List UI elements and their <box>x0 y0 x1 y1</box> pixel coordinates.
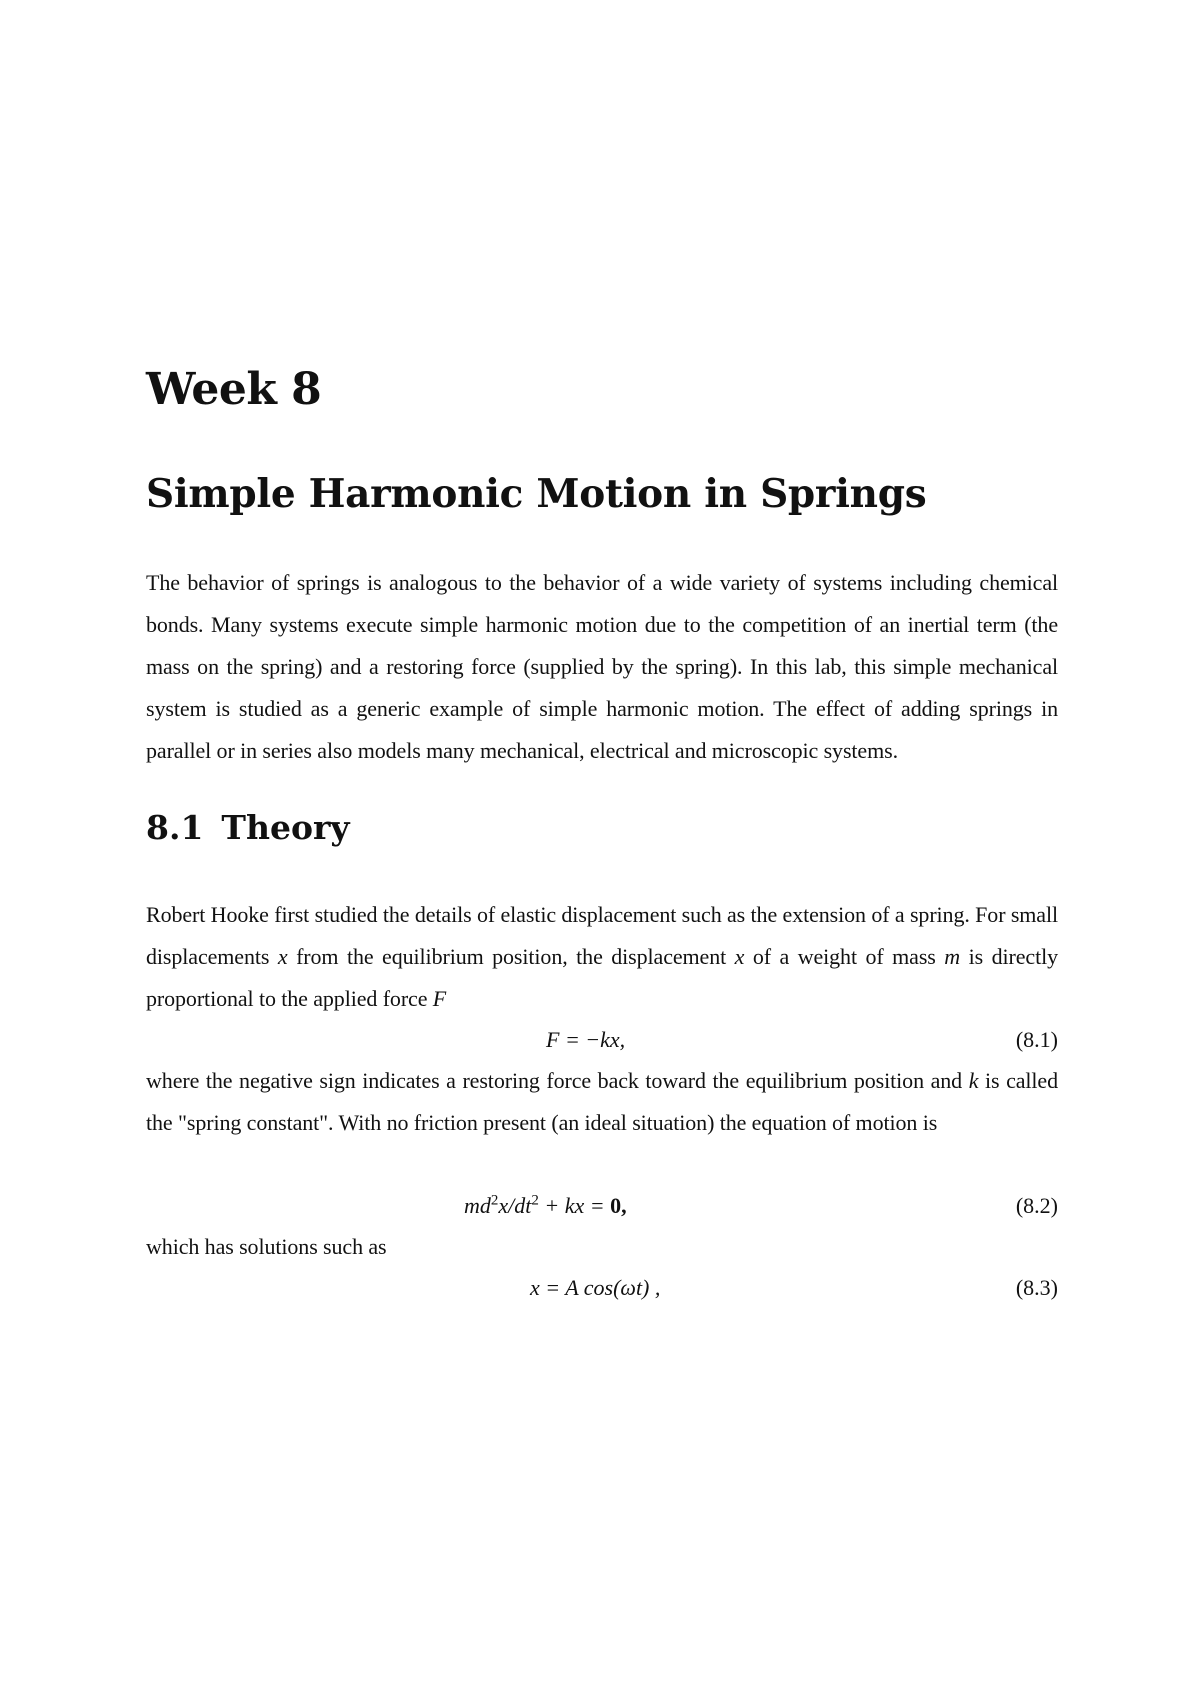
equation-part: + kx = <box>538 1193 611 1218</box>
equation-8-2 <box>146 1186 1058 1226</box>
theory-text: from the equilibrium position, the displacement <box>296 944 727 969</box>
page-content <box>146 362 1058 1308</box>
theory-text: where the negative sign indicates a restoring force back toward the equilibrium position and <box>146 1068 963 1093</box>
equation-8-3 <box>146 1268 1058 1308</box>
theory-paragraph-1 <box>146 894 1058 1020</box>
equation-part: md <box>464 1193 491 1218</box>
equation-exponent: 2 <box>531 1192 539 1209</box>
theory-text: of a weight of mass <box>752 944 936 969</box>
equation-8-1 <box>146 1020 1058 1060</box>
equation-body: F = −kx, <box>546 1027 626 1052</box>
equation-body <box>464 1186 627 1226</box>
week-title: Week 8 <box>146 364 322 415</box>
equation-exponent: 2 <box>490 1192 499 1209</box>
math-variable-m: m <box>944 944 961 969</box>
math-variable-x: x <box>277 944 288 969</box>
theory-paragraph-3: which has solutions such as <box>146 1234 387 1259</box>
math-variable-x: x <box>734 944 745 969</box>
theory-text: is directly proportional to the applied force <box>146 944 1058 1011</box>
equation-number: (8.2) <box>1015 1193 1058 1218</box>
math-variable-k: k <box>968 1068 979 1093</box>
chapter-title: Simple Harmonic Motion in Springs <box>146 471 927 517</box>
theory-text: Robert Hooke first studied the details of elastic displacement such as the extension of a spring. For small displacements <box>146 902 1058 969</box>
math-variable-F: F <box>432 986 447 1011</box>
equation-body: x = A cos(ωt) , <box>530 1275 661 1300</box>
theory-text: is called the "spring constant". With no friction present (an ideal situation) the equation of motion is <box>146 1068 1058 1135</box>
theory-paragraph-2 <box>146 1060 1058 1144</box>
equation-part: x/dt <box>498 1193 532 1218</box>
equation-number: (8.1) <box>1015 1027 1058 1052</box>
intro-paragraph: The behavior of springs is analogous to the behavior of a wide variety of systems including chemical bonds. Many systems execute simple harmonic motion due to the competition of an inertial term (the mass on the spring) and a restoring force (supplied by the spring). In this lab, this simple mechanical system is studied as a generic example of simple harmonic motion. The effect of adding springs in parallel or in series also models many mechanical, electrical and microscopic systems. <box>146 570 1058 763</box>
section-number: 8.1 <box>146 808 204 847</box>
equation-number: (8.3) <box>1015 1275 1058 1300</box>
section-heading <box>146 806 1058 850</box>
equation-part: 0, <box>610 1193 627 1218</box>
section-title: Theory <box>221 808 350 847</box>
